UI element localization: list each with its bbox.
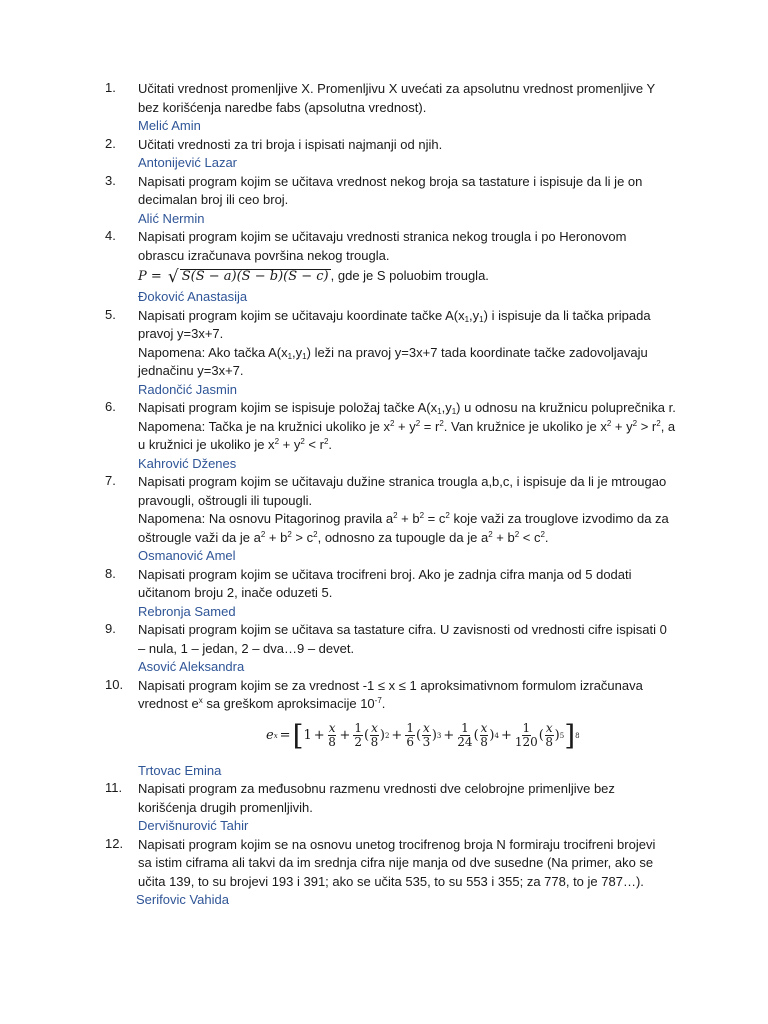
task-author: Serifovic Vahida (136, 892, 229, 907)
task-author: Dervišnurović Tahir (138, 818, 249, 833)
task-author: Radončić Jasmin (138, 381, 237, 397)
task-text-line (138, 510, 668, 529)
superscript: 2 (389, 418, 395, 428)
task-item-3 (0, 173, 768, 229)
task-author: Antonijević Lazar (138, 155, 237, 170)
task-text-line: Napisati program kojim se za vrednost -1 ≤ x ≤ 1 aproksimativnom formulom izračunava (138, 677, 643, 693)
formula-symbol: + (500, 728, 512, 743)
document-page (0, 80, 768, 910)
subscript: 1 (451, 407, 457, 416)
task-text-line: bez korišćenja naredbe fabs (apsolutna vrednost). (138, 99, 427, 115)
task-number: 7. (105, 473, 116, 488)
task-text-line: Napisati program kojim se učitavaju koordinate tačke $A(x_1,y_1)$ i ispisuje da li tačka pripada (138, 307, 651, 324)
text-run: + y (279, 437, 301, 452)
superscript: 2 (260, 529, 266, 539)
text-run: oštrougle važi da je a (138, 529, 261, 545)
task-author: Asović Aleksandra (138, 659, 245, 674)
task-item-6 (0, 399, 768, 473)
task-item-10 (0, 677, 768, 781)
formula-symbol: + (443, 728, 455, 743)
task-text-line: pravoj y=3x+7. (138, 326, 224, 341)
superscript: 2 (540, 529, 545, 539)
task-text-line: sa istim ciframa ali takvi da im srednja cifra nije manja od dve susedne (Na primer, ako se (138, 855, 654, 870)
fraction: $\frac{1}{2}$ (354, 721, 363, 749)
task-text-line (138, 436, 668, 455)
task-item-9 (0, 621, 768, 677)
text-run: Napisati program kojim se ispisuje položaj tačke A(x (138, 400, 438, 415)
formula-lhs: P = (138, 269, 166, 284)
task-number: 3. (105, 172, 116, 188)
task-text-line (138, 529, 668, 548)
text-run: koje važi za trouglove izvodimo da za (449, 511, 669, 526)
fraction: $\frac{x}{8}$ (545, 721, 554, 749)
fraction: $\frac{x}{8}$ (480, 721, 488, 749)
task-number: 4. (105, 228, 116, 243)
task-text-line (138, 695, 668, 714)
task-number: 6. (105, 399, 116, 414)
task-item-12 (0, 836, 768, 910)
task-text-line: Učitati vrednosti za tri broja i ispisati najmanji od njih. (138, 136, 443, 152)
task-number: 1. (105, 80, 116, 95)
superscript: 2 (419, 511, 425, 520)
subscript: 1 (287, 351, 293, 361)
text-run: Napomena: Ako tačka A(x (138, 344, 288, 360)
text-run: . (544, 529, 549, 545)
task-author: Melić Amin (138, 118, 201, 133)
task-number: 5. (105, 306, 116, 322)
task-text-line: Učitati vrednost promenljive X. Promenljivu X uvećati za apsolutnu vrednost promenljive Y (138, 81, 656, 96)
fraction: $\frac{1}{120}$ (514, 721, 538, 749)
left-bracket-icon: [ (292, 718, 304, 752)
task-item-4 (0, 228, 768, 307)
formula-symbol: + (391, 728, 403, 743)
text-run: . (328, 437, 333, 452)
task-text-line: učitanom broju 2, inače oduzeti 5. (138, 585, 333, 600)
text-run: + y (611, 418, 633, 434)
task-text-line: obrascu izračunava površina nekog trougla. (138, 247, 390, 263)
heron-formula (138, 265, 668, 288)
text-run: + b (265, 529, 288, 545)
task-text-line: Napisati program kojim se ispisuje položaj tačke $A(x_1,y_1)$ u odnosu na kružnicu poluprečnika r. (138, 400, 676, 416)
fraction: $\frac{x}{8}$ (328, 721, 336, 749)
text-run: ) leži na pravoj y=3x+7 tada koordinate tačke zadovoljavaju (306, 344, 648, 360)
task-item-2 (0, 136, 768, 173)
formula-symbol: + (339, 728, 351, 743)
task-author: Kahrović Dženes (138, 455, 237, 471)
superscript: 2 (287, 529, 292, 539)
superscript: 2 (300, 437, 305, 446)
task-author: Rebronja Samed (138, 603, 236, 619)
task-text-line: Napisati program kojim se učitava vrednost nekog broja sa tastature i ispisuje da li je on (138, 173, 643, 189)
superscript: 2 (606, 418, 612, 428)
text-run: , a (660, 418, 676, 434)
fraction: $\frac{1}{6}$ (406, 721, 414, 749)
superscript: 2 (632, 418, 638, 428)
formula-tail: , gde je S poluobim trougla. (330, 268, 489, 283)
task-text-line: jednačinu y=3x+7. (138, 363, 244, 378)
task-text-line: učita 139, to su brojevi 193 i 391; ako se učita 535, to su 553 i 355; za 778, to je 787…). (138, 873, 644, 889)
superscript: 4 (494, 731, 499, 740)
task-number: 12. (105, 835, 124, 851)
task-text-line: Napisati program kojim se učitavaju vrednosti stranica nekog trougla i po Heronovom (138, 229, 627, 244)
sqrt-icon: √ (167, 267, 179, 287)
text-run: , odnosno za tupougle da je a (317, 529, 489, 545)
text-run: Napomena: Na osnovu Pitagorinog pravila a (138, 511, 394, 526)
text-run: Napisati program kojim se učitavaju koordinate tačke A(x (138, 307, 465, 323)
task-author: Đoković Anastasija (138, 289, 248, 304)
superscript: 2 (488, 529, 493, 539)
superscript: 2 (393, 511, 398, 520)
superscript: x (198, 696, 203, 705)
text-run: . (381, 696, 386, 711)
task-text-line: Napisati program kojim se učitavaju dužine stranica trougla a,b,c, i ispisuje da li je mtrougao (138, 474, 667, 489)
superscript: 2 (439, 418, 444, 428)
formula-symbol: 1 (303, 728, 312, 743)
task-text-line: Napisati program kojim se učitava sa tastature cifra. U zavisnosti od vrednosti cifre ispisati 0 (138, 622, 667, 637)
text-run: + b (492, 529, 515, 545)
task-number: 8. (105, 565, 116, 581)
superscript: x (273, 731, 278, 740)
task-item-7 (0, 473, 768, 566)
text-run: < c (519, 529, 541, 545)
task-text-line: Napomena: Ako tačka $A(x_1,y_1)$ leži na pravoj y=3x+7 tada koordinate tačke zadovoljavaju (138, 344, 648, 361)
task-text-line: Napisati program kojim se učitava trocifreni broj. Ako je zadnja cifra manja od 5 dodati (138, 566, 632, 582)
superscript: 3 (436, 731, 442, 740)
subscript: 1 (479, 314, 484, 324)
formula-radicand: S(S − a)(S − b)(S − c) (181, 269, 329, 284)
text-run: vrednost e (138, 696, 199, 711)
task-author: Alić Nermin (138, 210, 205, 226)
superscript: 2 (384, 731, 390, 740)
superscript: 2 (313, 529, 318, 539)
exp-approx-formula: e x = [ 1 + $\frac{x}{8}$ + $\frac{1}{2}$ ( $\frac{x}{8}$ ) 2 + $\frac{1}{6}$ ( $\frac{x}{3}$ ) 3 + $\frac{1}{24}$ ( $\frac{x}{8}$ ) 4 + $\frac{1}{120}$ ( $\frac{x}{8}$ ) 5 ] 8 (266, 718, 580, 752)
subscript: 1 (464, 314, 470, 324)
superscript: 2 (656, 418, 661, 428)
task-number: 11. (105, 780, 123, 795)
task-number: 2. (105, 135, 116, 151)
text-run: > c (291, 529, 314, 545)
superscript: 8 (575, 731, 580, 740)
text-run: ) i ispisuje da li tačka pripada (483, 307, 651, 323)
text-run: u kružnici je ukoliko je x (138, 437, 275, 452)
text-run: sa greškom aproksimacije 10 (202, 696, 375, 711)
formula-symbol: e (266, 728, 274, 743)
task-number: 10. (105, 676, 124, 692)
task-text-line: Napisati program za međusobnu razmenu vrednosti dve celobrojne primenljive bez (138, 781, 615, 796)
task-author: Trtovac Emina (138, 762, 222, 778)
task-text-line: Napisati program kojim se na osnovu unetog trocifrenog broja N formiraju trocifreni brojevi (138, 836, 656, 852)
right-bracket-icon: ] (564, 718, 576, 752)
text-run: Napomena: Tačka je na kružnici ukoliko je x (138, 418, 390, 434)
text-run: = r (420, 418, 440, 434)
text-run: . Van kružnice je ukoliko je x (443, 418, 607, 434)
task-number: 9. (105, 621, 116, 636)
text-run: = c (424, 511, 446, 526)
task-text-line (138, 418, 676, 437)
formula-symbol: = (279, 728, 291, 743)
superscript: -7 (374, 696, 382, 705)
formula-symbol: + (313, 728, 325, 743)
task-item-1 (0, 80, 768, 136)
task-text-line: korišćenja drugih promenljivih. (138, 799, 313, 815)
superscript: 2 (415, 418, 421, 428)
fraction: $\frac{1}{24}$ (457, 721, 473, 749)
text-run: ) u odnosu na kružnicu poluprečnika r. (456, 400, 676, 415)
superscript: 2 (323, 437, 329, 446)
task-list (0, 80, 768, 910)
task-item-5 (0, 307, 768, 400)
superscript: 2 (274, 437, 280, 446)
text-run: < r (304, 437, 324, 452)
task-item-8 (0, 566, 768, 622)
task-item-11 (0, 780, 768, 836)
subscript: 1 (437, 407, 442, 416)
text-run: > r (637, 418, 657, 434)
subscript: 1 (302, 351, 307, 361)
fraction: $\frac{x}{3}$ (422, 721, 431, 749)
task-text-line: decimalan broj ili ceo broj. (138, 192, 289, 207)
task-author: Osmanović Amel (138, 548, 236, 563)
text-run: + y (394, 418, 416, 434)
task-text-line: – nula, 1 – jedan, 2 – dva…9 – devet. (138, 640, 355, 656)
text-run: + b (397, 511, 420, 526)
task-text-line: pravougli, oštrougli ili tupougli. (138, 492, 313, 508)
superscript: 2 (445, 511, 450, 520)
fraction: $\frac{x}{8}$ (370, 721, 379, 749)
superscript: 2 (514, 529, 520, 539)
superscript: 5 (559, 731, 565, 740)
